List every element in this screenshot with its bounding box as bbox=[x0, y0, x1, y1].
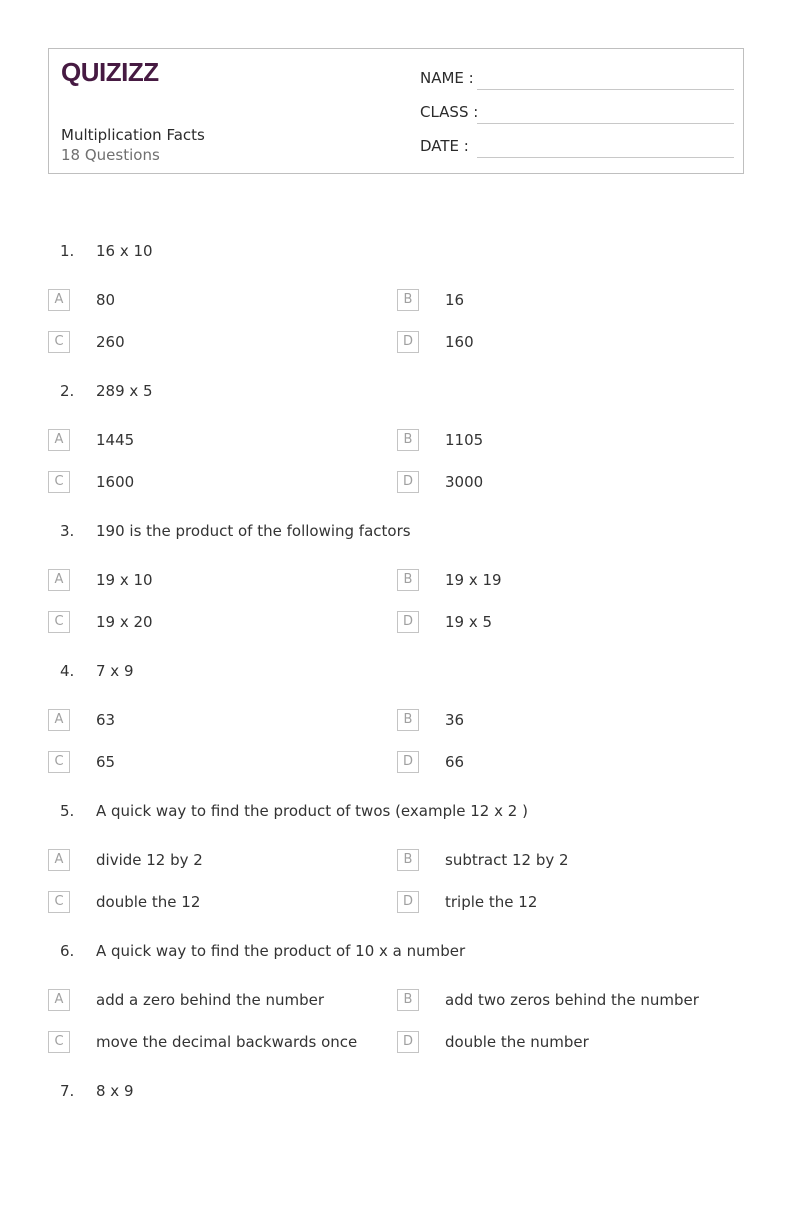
option-b-checkbox[interactable]: B bbox=[397, 989, 419, 1011]
option-b-text: 36 bbox=[445, 711, 465, 729]
option-b-checkbox[interactable]: B bbox=[397, 569, 419, 591]
option-b-checkbox[interactable]: B bbox=[397, 429, 419, 451]
worksheet-title: Multiplication Facts bbox=[61, 126, 205, 144]
option-c-text: 260 bbox=[96, 333, 125, 351]
option-b-text: 1105 bbox=[445, 431, 484, 449]
option-c-text: 65 bbox=[96, 753, 116, 771]
option-b-checkbox[interactable]: B bbox=[397, 849, 419, 871]
option-a-text: 19 x 10 bbox=[96, 571, 153, 589]
class-label: CLASS : bbox=[420, 103, 479, 121]
question-count: 18 Questions bbox=[61, 146, 160, 164]
option-c-checkbox[interactable]: C bbox=[48, 471, 70, 493]
option-a-text: divide 12 by 2 bbox=[96, 851, 203, 869]
date-label: DATE : bbox=[420, 137, 469, 155]
option-c-text: move the decimal backwards once bbox=[96, 1033, 358, 1051]
class-field[interactable] bbox=[420, 103, 734, 125]
option-c-checkbox[interactable]: C bbox=[48, 1031, 70, 1053]
option-c-checkbox[interactable]: C bbox=[48, 331, 70, 353]
option-a-checkbox[interactable]: A bbox=[48, 569, 70, 591]
option-d-text: triple the 12 bbox=[445, 893, 538, 911]
quizizz-logo: QUIZIZZ bbox=[61, 57, 159, 87]
option-d-checkbox[interactable]: D bbox=[397, 471, 419, 493]
option-d-text: 66 bbox=[445, 753, 465, 771]
option-a-checkbox[interactable]: A bbox=[48, 289, 70, 311]
option-c-checkbox[interactable]: C bbox=[48, 891, 70, 913]
option-b-text: 16 bbox=[445, 291, 465, 309]
question-text: 8 x 9 bbox=[96, 1082, 134, 1100]
name-label: NAME : bbox=[420, 69, 474, 87]
question-text: A quick way to find the product of twos (example 12 x 2 ) bbox=[96, 802, 528, 820]
question-6 bbox=[0, 942, 794, 1082]
option-b-text: 19 x 19 bbox=[445, 571, 502, 589]
option-d-checkbox[interactable]: D bbox=[397, 611, 419, 633]
option-d-text: 160 bbox=[445, 333, 474, 351]
option-a-checkbox[interactable]: A bbox=[48, 709, 70, 731]
question-5 bbox=[0, 802, 794, 942]
option-a-checkbox[interactable]: A bbox=[48, 989, 70, 1011]
option-b-checkbox[interactable]: B bbox=[397, 709, 419, 731]
date-field[interactable] bbox=[420, 137, 734, 159]
option-a-text: add a zero behind the number bbox=[96, 991, 324, 1009]
name-line[interactable] bbox=[477, 89, 734, 90]
date-line[interactable] bbox=[477, 157, 734, 158]
option-a-text: 1445 bbox=[96, 431, 135, 449]
option-c-text: 1600 bbox=[96, 473, 135, 491]
question-text: 16 x 10 bbox=[96, 242, 153, 260]
option-d-checkbox[interactable]: D bbox=[397, 1031, 419, 1053]
question-number: 1. bbox=[60, 242, 75, 260]
option-d-text: 19 x 5 bbox=[445, 613, 493, 631]
option-d-checkbox[interactable]: D bbox=[397, 891, 419, 913]
option-c-text: 19 x 20 bbox=[96, 613, 153, 631]
name-field[interactable] bbox=[420, 69, 734, 91]
option-d-checkbox[interactable]: D bbox=[397, 331, 419, 353]
option-a-text: 63 bbox=[96, 711, 116, 729]
option-b-text: add two zeros behind the number bbox=[445, 991, 699, 1009]
option-c-text: double the 12 bbox=[96, 893, 201, 911]
option-a-text: 80 bbox=[96, 291, 116, 309]
question-number: 3. bbox=[60, 522, 75, 540]
question-number: 2. bbox=[60, 382, 75, 400]
question-number: 7. bbox=[60, 1082, 75, 1100]
option-c-checkbox[interactable]: C bbox=[48, 751, 70, 773]
question-1 bbox=[0, 242, 794, 382]
question-3 bbox=[0, 522, 794, 662]
question-text: 7 x 9 bbox=[96, 662, 134, 680]
question-number: 5. bbox=[60, 802, 75, 820]
question-2 bbox=[0, 382, 794, 522]
option-d-text: double the number bbox=[445, 1033, 589, 1051]
question-text: 190 is the product of the following factors bbox=[96, 522, 411, 540]
option-a-checkbox[interactable]: A bbox=[48, 429, 70, 451]
option-a-checkbox[interactable]: A bbox=[48, 849, 70, 871]
option-b-text: subtract 12 by 2 bbox=[445, 851, 569, 869]
question-text: A quick way to find the product of 10 x a number bbox=[96, 942, 466, 960]
question-text: 289 x 5 bbox=[96, 382, 153, 400]
question-4 bbox=[0, 662, 794, 802]
option-c-checkbox[interactable]: C bbox=[48, 611, 70, 633]
option-b-checkbox[interactable]: B bbox=[397, 289, 419, 311]
question-number: 6. bbox=[60, 942, 75, 960]
option-d-checkbox[interactable]: D bbox=[397, 751, 419, 773]
worksheet-header bbox=[48, 48, 744, 174]
option-d-text: 3000 bbox=[445, 473, 484, 491]
question-7 bbox=[0, 1082, 794, 1222]
class-line[interactable] bbox=[477, 123, 734, 124]
question-number: 4. bbox=[60, 662, 75, 680]
